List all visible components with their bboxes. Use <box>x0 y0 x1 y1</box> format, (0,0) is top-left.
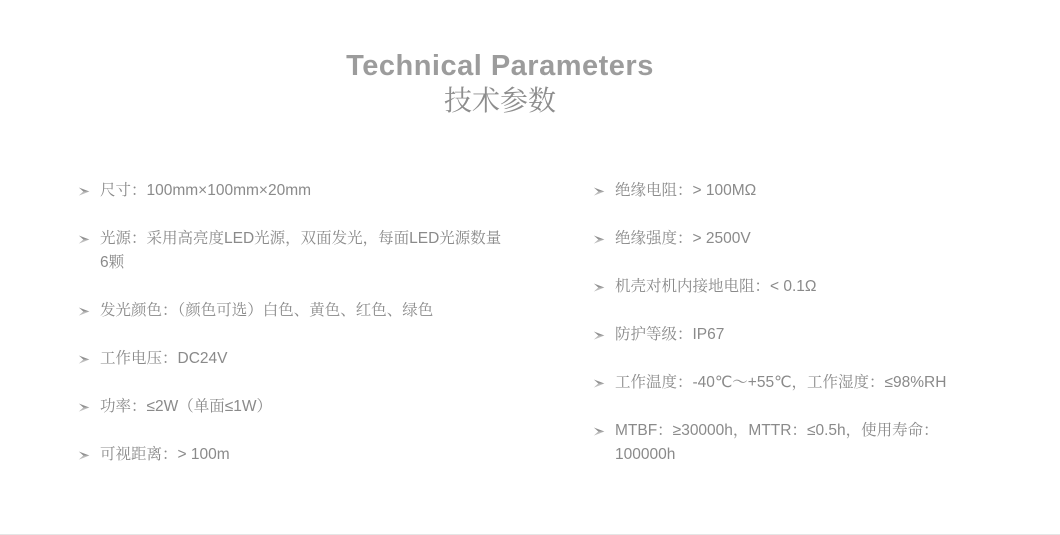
spec-item-visible-distance <box>78 443 508 467</box>
page-header <box>0 50 1000 118</box>
arrow-bullet-icon <box>78 353 91 366</box>
spec-item-protection-level <box>593 323 993 347</box>
arrow-bullet-icon <box>78 401 91 414</box>
spec-item-grounding-resistance <box>593 275 993 299</box>
arrow-bullet-icon <box>593 281 606 294</box>
spec-item-light-source <box>78 227 508 275</box>
spec-text: 尺寸：100mm×100mm×20mm <box>100 182 312 199</box>
spec-item-dimensions <box>78 179 508 203</box>
spec-list-right <box>593 179 993 491</box>
spec-text: 可视距离：> 100m <box>100 446 230 463</box>
spec-list-left <box>78 179 508 491</box>
arrow-bullet-icon <box>593 377 606 390</box>
spec-text: 工作电压：DC24V <box>100 350 228 367</box>
arrow-bullet-icon <box>78 305 91 318</box>
arrow-bullet-icon <box>78 449 91 462</box>
arrow-bullet-icon <box>593 329 606 342</box>
spec-item-power <box>78 395 508 419</box>
spec-item-mtbf <box>593 419 993 467</box>
spec-item-working-voltage <box>78 347 508 371</box>
arrow-bullet-icon <box>78 185 91 198</box>
spec-text: 绝缘强度：> 2500V <box>615 230 751 247</box>
spec-text: 工作温度：-40℃～+55℃，工作湿度：≤98%RH <box>615 374 947 391</box>
page-title-english: Technical Parameters <box>346 50 654 82</box>
arrow-bullet-icon <box>593 425 606 438</box>
spec-text: 防护等级：IP67 <box>615 326 725 343</box>
spec-text: 机壳对机内接地电阻：< 0.1Ω <box>615 278 817 295</box>
spec-text: 光源：采用高亮度LED光源，双面发光，每面LED光源数量6颗 <box>100 230 502 271</box>
spec-item-working-temperature <box>593 371 993 395</box>
spec-text: 发光颜色：（颜色可选）白色、黄色、红色、绿色 <box>100 302 434 319</box>
spec-item-insulation-resistance <box>593 179 993 203</box>
spec-item-emitting-color <box>78 299 508 323</box>
arrow-bullet-icon <box>78 233 91 246</box>
spec-text: MTBF：≥30000h，MTTR：≤0.5h，使用寿命：100000h <box>615 422 939 463</box>
spec-item-insulation-strength <box>593 227 993 251</box>
spec-text: 功率：≤2W（单面≤1W） <box>100 398 273 415</box>
arrow-bullet-icon <box>593 233 606 246</box>
page-title-chinese: 技术参数 <box>443 85 556 116</box>
arrow-bullet-icon <box>593 185 606 198</box>
spec-text: 绝缘电阻：> 100MΩ <box>615 182 757 199</box>
